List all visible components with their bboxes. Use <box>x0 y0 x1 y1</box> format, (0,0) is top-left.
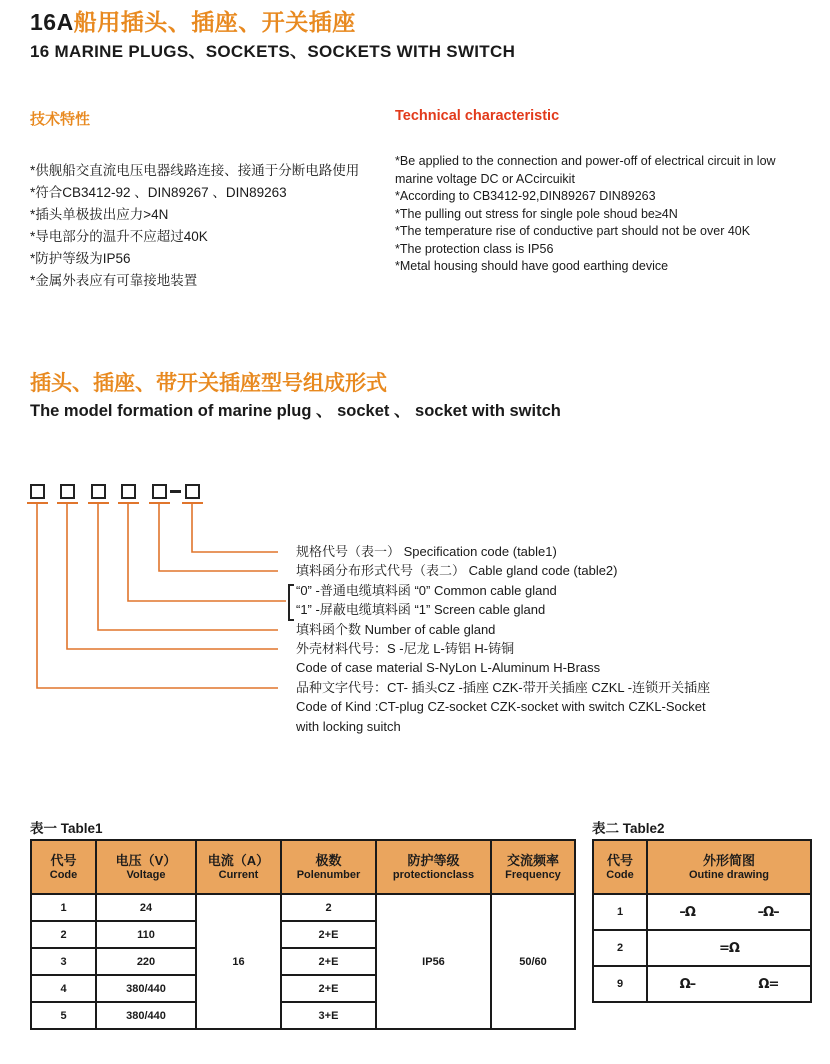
table1-header-current: 电流（A） Current <box>196 840 281 894</box>
cell-pole: 2+E <box>281 948 376 975</box>
cell-protection-merged: IP56 <box>376 894 491 1029</box>
cell-code: 2 <box>593 930 647 966</box>
diagram-tick <box>182 502 203 504</box>
cell-code: 1 <box>593 894 647 930</box>
cell-outline-drawing <box>647 966 811 1002</box>
page-header <box>30 10 515 62</box>
table-row <box>593 966 811 1002</box>
tech-item-en: *According to CB3412-92,DIN89267 DIN89263 <box>395 189 656 203</box>
model-code-box <box>60 484 75 499</box>
label-kind-code-cn: 品种文字代号：CT- 插头CZ -插座 CZK-带开关插座 CZKL -连锁开关插座 <box>296 679 711 695</box>
cell-pole: 3+E <box>281 1002 376 1029</box>
table1-header-polenumber: 极数 Polenumber <box>281 840 376 894</box>
diagram-labels <box>296 542 816 736</box>
label-gland-0: “0” -普通电缆填料函 “0” Common cable gland <box>296 582 557 598</box>
model-heading-cn: 插头、插座、带开关插座型号组成形式 <box>30 372 387 395</box>
model-code-box <box>185 484 200 499</box>
label-gland-number: 填料函个数 Number of cable gland <box>296 621 496 637</box>
cell-outline-drawing <box>647 930 811 966</box>
label-spec-code: 规格代号（表一） Specification code (table1) <box>296 544 557 559</box>
cell-pole: 2+E <box>281 975 376 1002</box>
diagram-tick <box>88 502 109 504</box>
cell-current-merged: 16 <box>196 894 281 1029</box>
tech-item-cn: *防护等级为IP56 <box>30 251 131 266</box>
model-formation-heading <box>30 372 561 421</box>
gland-outline-icon: Ω– <box>679 976 696 992</box>
model-code-box <box>30 484 45 499</box>
model-code-box <box>121 484 136 499</box>
label-gland-1: “1” -屏蔽电缆填料函 “1” Screen cable gland <box>296 602 546 618</box>
diagram-tick <box>27 502 48 504</box>
cell-code: 9 <box>593 966 647 1002</box>
table2-header-row <box>593 840 811 894</box>
tech-list-cn <box>30 160 390 292</box>
tech-item-en: *Metal housing should have good earthing device <box>395 259 669 273</box>
cell-outline-drawing <box>647 894 811 930</box>
gland-outline-icon: Ω= <box>758 976 779 992</box>
tech-item-en: *The protection class is IP56 <box>395 241 554 256</box>
tech-item-cn: *金属外表应有可靠接地装置 <box>30 273 198 288</box>
tech-characteristics-en <box>395 108 815 276</box>
label-kind-code-en: Code of Kind :CT-plug CZ-socket CZK-socket with switch CZKL-Socket <box>296 699 706 715</box>
diagram-tick <box>57 502 78 504</box>
tech-item-en: *The pulling out stress for single pole shoud be≥4N <box>395 206 678 221</box>
cell-voltage: 380/440 <box>96 1002 196 1029</box>
cell-code: 2 <box>31 921 96 948</box>
cell-pole: 2+E <box>281 921 376 948</box>
table2-caption: 表二 Table2 <box>592 821 665 836</box>
tech-item-cn: *符合CB3412-92 、DIN89267 、DIN89263 <box>30 185 287 200</box>
diagram-tick <box>118 502 139 504</box>
tech-item-en: *The temperature rise of conductive part should not be over 40K <box>395 224 751 238</box>
page-title-prefix: 16A <box>30 9 74 35</box>
table1-header-protectionclass: 防护等级 protectionclass <box>376 840 491 894</box>
model-code-diagram <box>0 480 830 750</box>
table2-cable-gland <box>592 839 812 1003</box>
model-code-box <box>152 484 167 499</box>
bracket-gland-type <box>288 584 294 621</box>
table2-header-outline: 外形简图 Outine drawing <box>647 840 811 894</box>
tech-item-cn: *供舰船交直流电压电器线路连接、接通于分断电路使用 <box>30 163 360 178</box>
tech-list-en <box>395 153 815 276</box>
tech-item-cn: *插头单极拔出应力>4N <box>30 207 169 222</box>
cell-voltage: 110 <box>96 921 196 948</box>
gland-outline-icon: =Ω <box>719 940 739 956</box>
cell-voltage: 220 <box>96 948 196 975</box>
label-case-material-en: Code of case material S-NyLon L-Aluminum H-Brass <box>296 660 601 676</box>
table1-header-voltage: 电压（V） Voltage <box>96 840 196 894</box>
tech-heading-cn: 技术特性 <box>30 111 91 128</box>
label-case-material-cn: 外壳材料代号：S -尼龙 L-铸铝 H-铸铜 <box>296 641 515 657</box>
table-row <box>31 894 575 921</box>
cell-code: 5 <box>31 1002 96 1029</box>
gland-outline-icon: –Ω– <box>757 904 779 920</box>
table-row <box>593 894 811 930</box>
table1-header-frequency: 交流频率 Frequency <box>491 840 575 894</box>
label-gland-code: 填料函分布形式代号（表二） Cable gland code (table2) <box>296 563 618 579</box>
diagram-tick <box>149 502 170 504</box>
page-title <box>30 10 515 35</box>
cell-voltage: 380/440 <box>96 975 196 1002</box>
cell-code: 4 <box>31 975 96 1002</box>
cell-code: 1 <box>31 894 96 921</box>
model-code-box <box>91 484 106 499</box>
table2-header-code: 代号 Code <box>593 840 647 894</box>
model-heading-en: The model formation of marine plug 、 socket 、 socket with switch <box>30 402 561 421</box>
table1-specification <box>30 839 576 1030</box>
table1-caption: 表一 Table1 <box>30 821 103 836</box>
cell-code: 3 <box>31 948 96 975</box>
cell-voltage: 24 <box>96 894 196 921</box>
tech-characteristics-cn <box>30 108 390 292</box>
dash-separator <box>170 490 181 493</box>
table1-header-code: 代号 Code <box>31 840 96 894</box>
tech-item-cn: *导电部分的温升不应超过40K <box>30 229 208 244</box>
tech-heading-en: Technical characteristic <box>395 108 560 124</box>
label-kind-code-en2: with locking suitch <box>296 718 401 734</box>
tech-item-en: *Be applied to the connection and power-off of electrical circuit in low marine voltage DC or ACcircuikit <box>395 154 776 186</box>
gland-outline-icon: –Ω <box>679 904 695 920</box>
page-title-en: 16 MARINE PLUGS、SOCKETS、SOCKETS WITH SWITCH <box>30 42 516 62</box>
table-row <box>593 930 811 966</box>
table1-header-row <box>31 840 575 894</box>
cell-pole: 2 <box>281 894 376 921</box>
cell-frequency-merged: 50/60 <box>491 894 575 1029</box>
page-title-cn: 船用插头、插座、开关插座 <box>73 9 356 35</box>
